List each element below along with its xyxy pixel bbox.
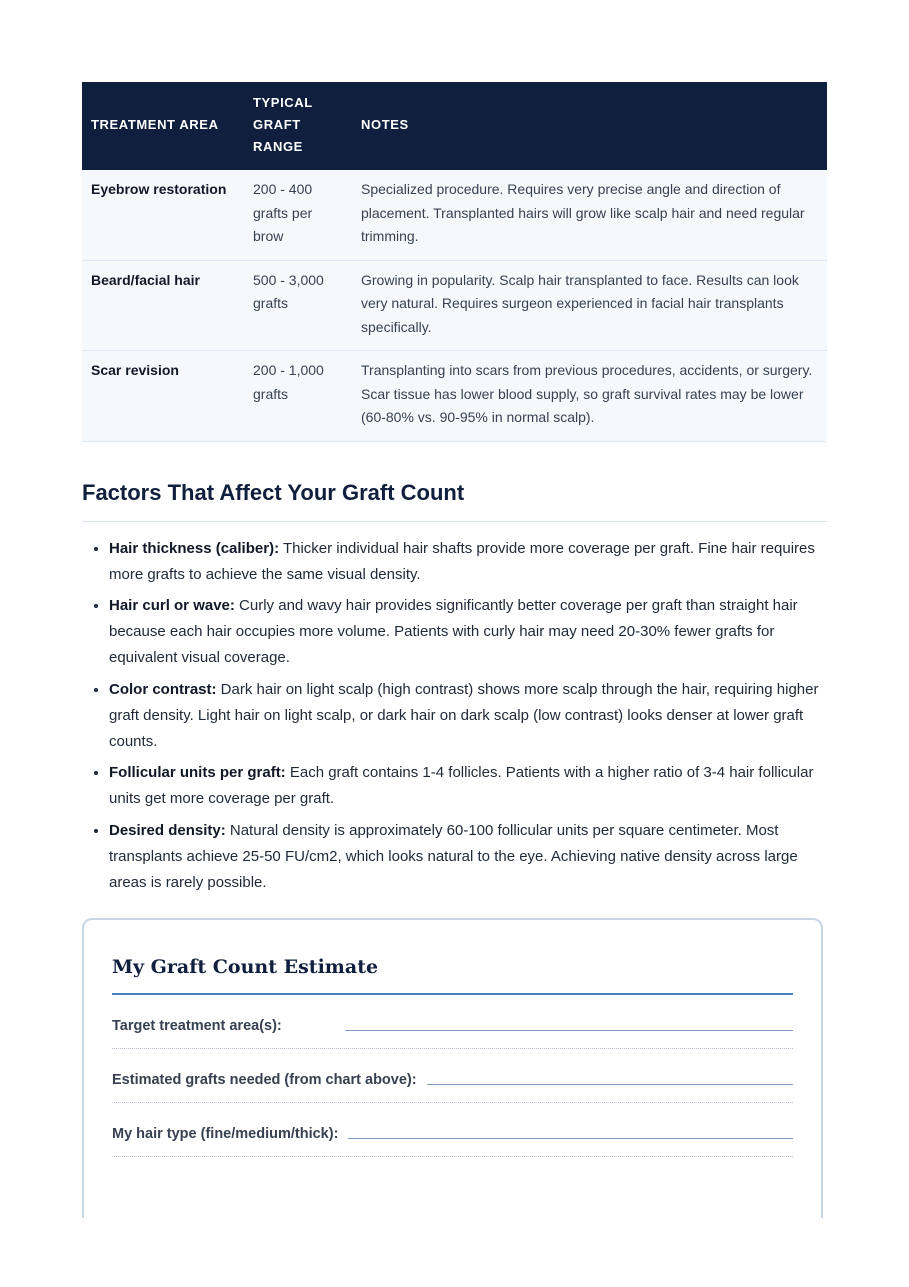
field-hair-type bbox=[112, 1103, 793, 1157]
worksheet-title: My Graft Count Estimate bbox=[112, 954, 793, 995]
row-notes: Growing in popularity. Scalp hair transplanted to face. Results can look very natural. Requires surgeon experienced in facial hair transplants specifically. bbox=[352, 260, 827, 351]
factor-term: Hair thickness (caliber): bbox=[109, 539, 280, 557]
field-label: Target treatment area(s): bbox=[112, 1018, 282, 1034]
factor-term: Desired density: bbox=[109, 821, 226, 839]
row-notes: Specialized procedure. Requires very precise angle and direction of placement. Transplanted hairs will grow like scalp hair and need regular trimming. bbox=[352, 170, 827, 260]
estimated-grafts-input-line[interactable] bbox=[427, 1084, 793, 1085]
field-estimated-grafts bbox=[112, 1049, 793, 1103]
header-notes: NOTES bbox=[361, 117, 409, 132]
row-range: 200 - 400 grafts per brow bbox=[244, 170, 352, 260]
document-page bbox=[82, 82, 827, 901]
factor-term: Hair curl or wave: bbox=[109, 597, 235, 614]
list-item bbox=[109, 593, 827, 671]
row-area: Eyebrow restoration bbox=[82, 170, 244, 260]
factor-term: Color contrast: bbox=[109, 680, 217, 698]
table-row bbox=[82, 351, 827, 442]
row-range: 200 - 1,000 grafts bbox=[244, 351, 352, 442]
graft-range-table bbox=[82, 82, 827, 442]
list-item bbox=[109, 536, 827, 588]
table-row bbox=[82, 260, 827, 351]
list-item bbox=[109, 760, 827, 812]
field-label: My hair type (fine/medium/thick): bbox=[112, 1126, 339, 1142]
factors-heading: Factors That Affect Your Graft Count bbox=[82, 478, 827, 522]
row-area: Scar revision bbox=[82, 351, 244, 442]
list-item bbox=[109, 677, 827, 755]
field-label: Estimated grafts needed (from chart above): bbox=[112, 1072, 417, 1088]
header-treatment-area: TREATMENT AREA bbox=[91, 117, 219, 132]
factor-text: Thicker individual hair shafts provide more coverage per graft. Fine hair requires more grafts to achieve the same visual density. bbox=[109, 539, 815, 583]
list-item bbox=[109, 818, 827, 896]
factor-text: Curly and wavy hair provides significantly better coverage per graft than straight hair because each hair occupies more volume. Patients with curly hair may need 20-30% fewer grafts for equivalent visual coverage. bbox=[109, 597, 798, 666]
graft-estimate-worksheet bbox=[82, 918, 823, 1218]
table-row bbox=[82, 170, 827, 260]
factor-term: Follicular units per graft: bbox=[109, 764, 286, 781]
factor-text: Each graft contains 1-4 follicles. Patients with a higher ratio of 3-4 hair follicular units get more coverage per graft. bbox=[109, 764, 814, 807]
header-typical-graft-range: TYPICAL GRAFT RANGE bbox=[253, 95, 313, 154]
field-target-area bbox=[112, 995, 793, 1049]
row-area: Beard/facial hair bbox=[82, 260, 244, 351]
factor-text: Natural density is approximately 60-100 follicular units per square centimeter. Most transplants achieve 25-50 FU/cm2, which looks natural to the eye. Achieving native density across large areas is rarely possible. bbox=[109, 821, 798, 891]
factors-list bbox=[82, 536, 827, 896]
hair-type-input-line[interactable] bbox=[348, 1138, 793, 1139]
factor-text: Dark hair on light scalp (high contrast) shows more scalp through the hair, requiring higher graft density. Light hair on light scalp, or dark hair on dark scalp (low contrast) looks denser at lower graft counts. bbox=[109, 680, 819, 750]
target-area-input-line[interactable] bbox=[345, 1030, 793, 1031]
table-header-row bbox=[82, 82, 827, 170]
row-range: 500 - 3,000 grafts bbox=[244, 260, 352, 351]
row-notes: Transplanting into scars from previous procedures, accidents, or surgery. Scar tissue has lower blood supply, so graft survival rates may be lower (60-80% vs. 90-95% in normal scalp). bbox=[352, 351, 827, 442]
